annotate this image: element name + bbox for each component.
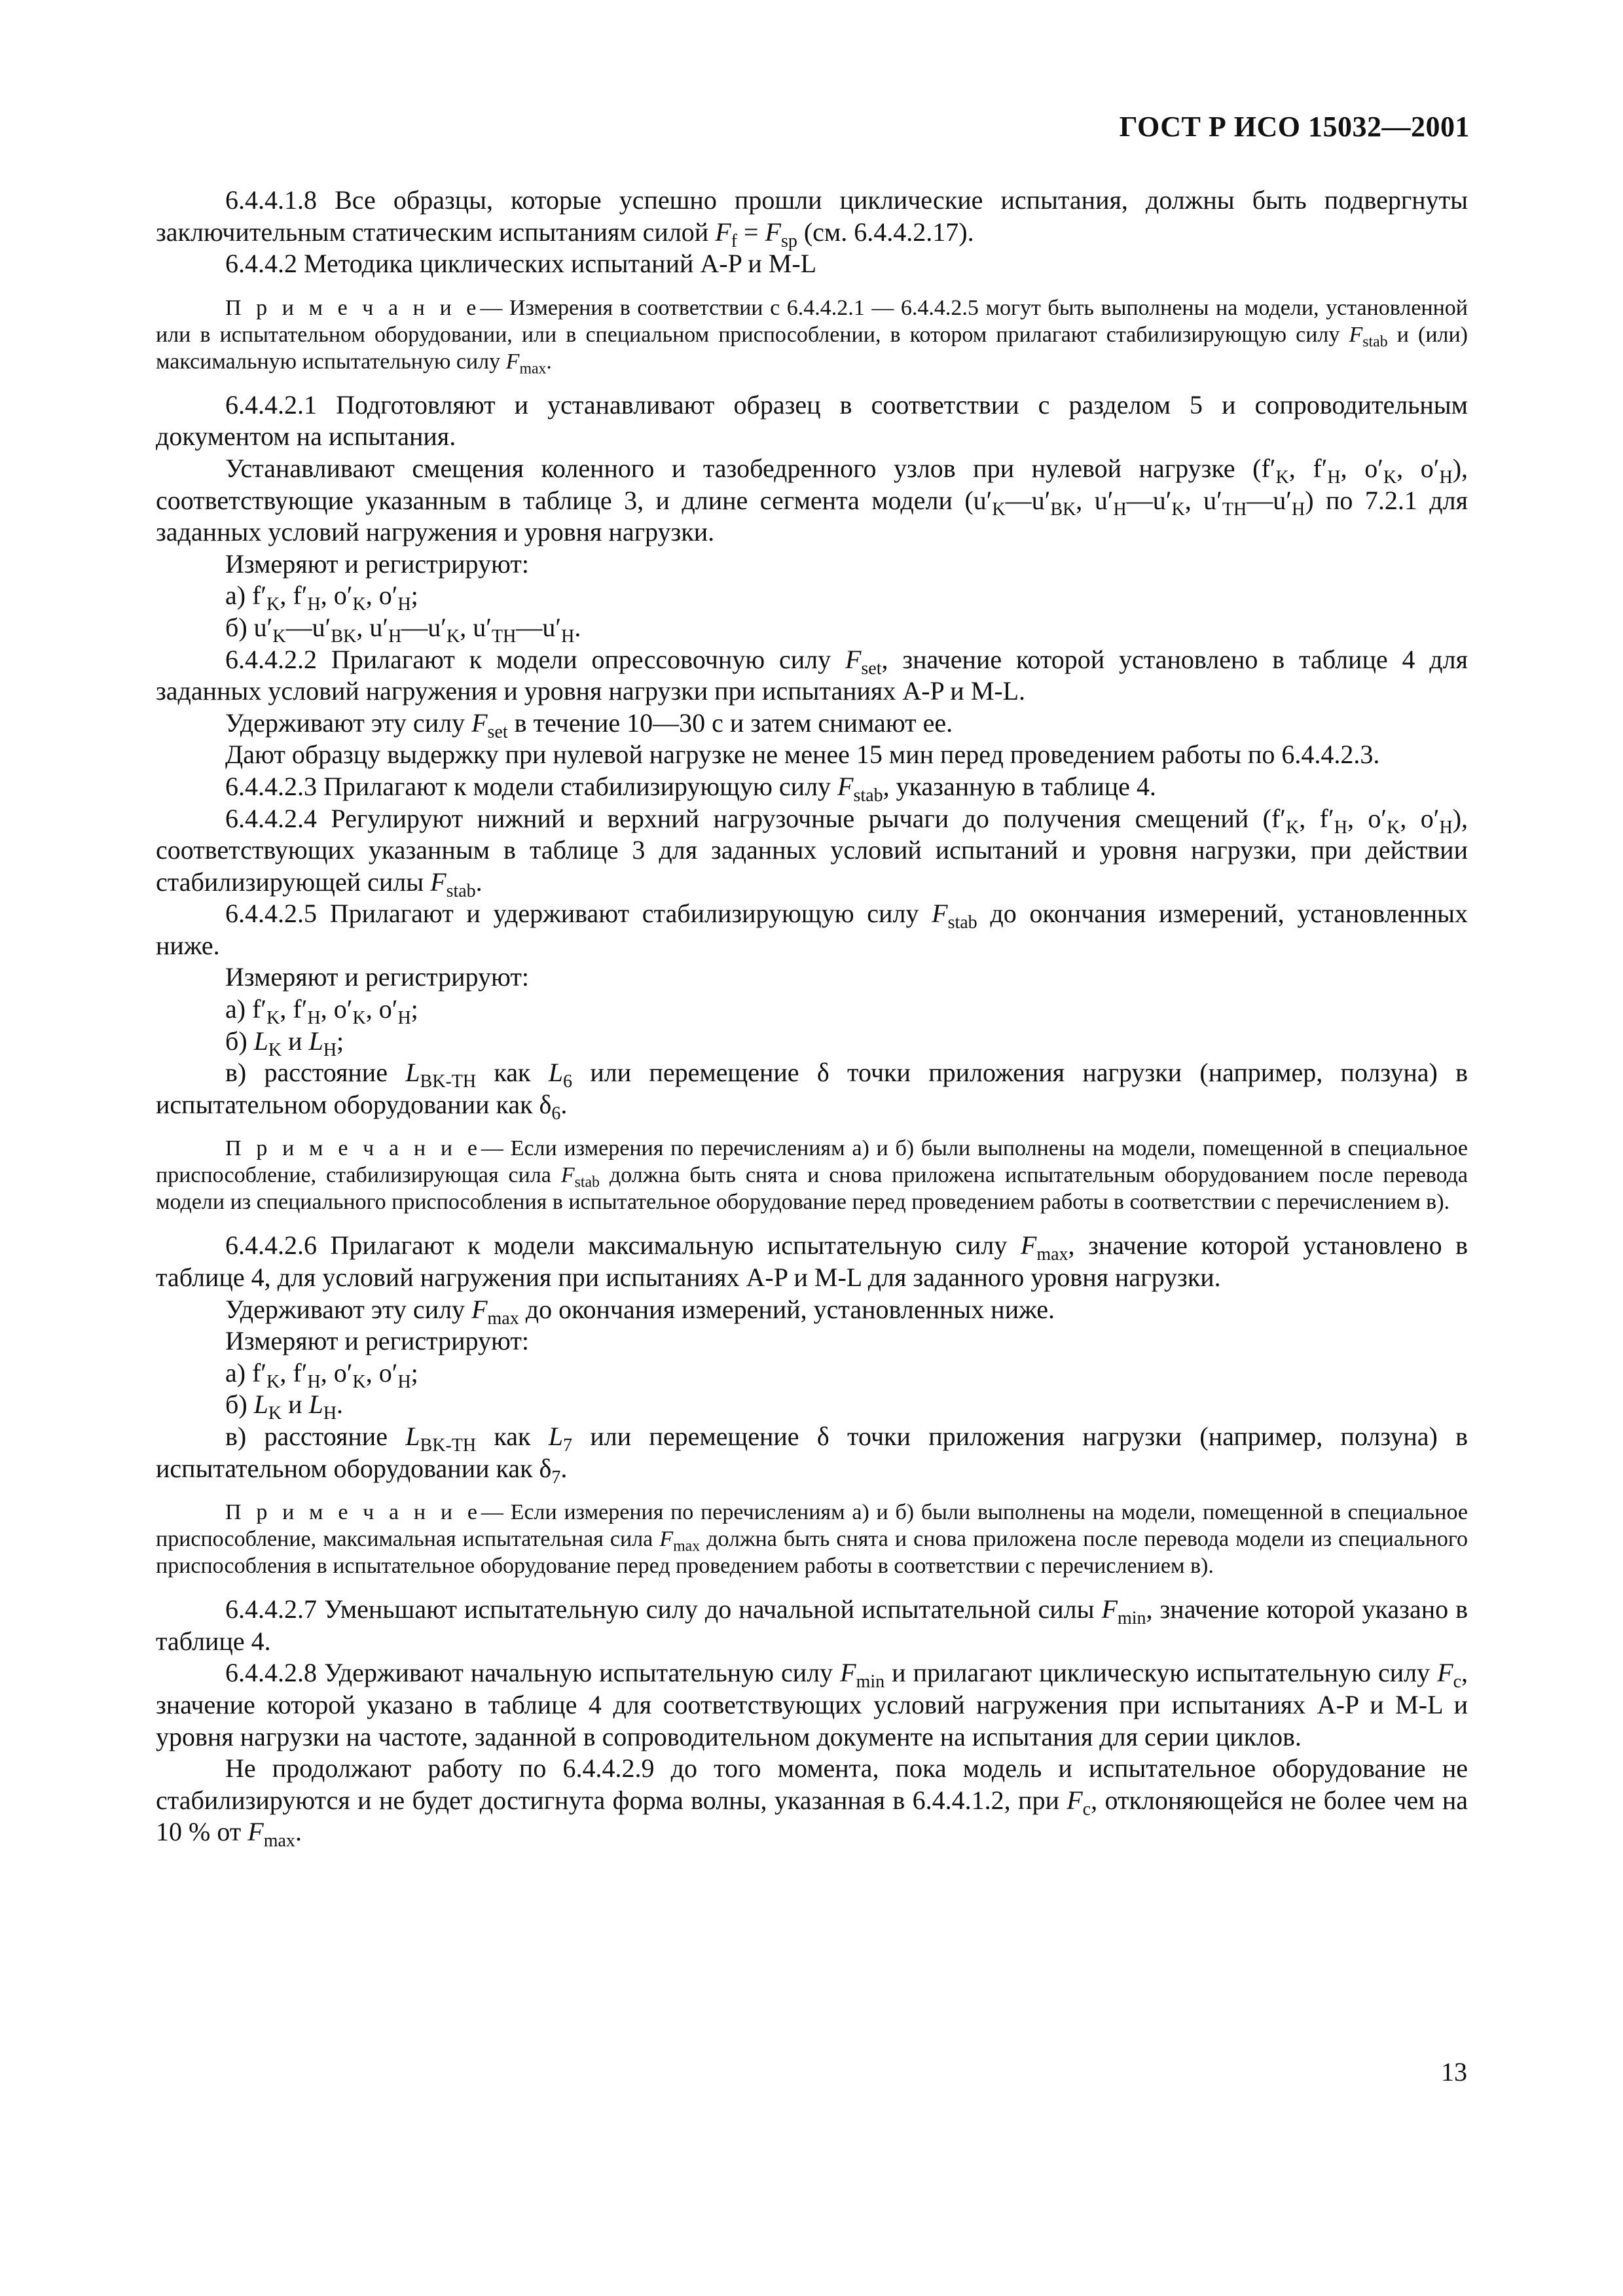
paragraph-6-4-4-2-5: 6.4.4.2.5 Прилагают и удерживают стабилизирующую силу $F_{stab}$ до окончания измерений, установленных ниже. (156, 899, 1468, 960)
paragraph-6-4-4-2-4: 6.4.4.2.4 Регулируют нижний и верхний нагрузочные рычаги до получения смещений ($f'_K$, $f'_H$, $o'_K$, $o'_H$), соответствующих указанным в таблице 3 для заданных условий испытаний и уровня нагрузки, при действии стабилизирующей силы $F_{stab}$. (156, 803, 1468, 901)
list-item-v-2: в) расстояние $L_{BK-TH}$ как $L_7$ или перемещение δ точки приложения нагрузки (например, ползуна) в испытательном оборудовании как $\delta_7$. (156, 1422, 1468, 1488)
paragraph-hold-fset: Удерживают эту силу $F_{set}$ в течение 10—30 с и затем снимают ее. (225, 708, 953, 742)
paragraph-displacements: Устанавливают смещения коленного и тазобедренного узлов при нулевой нагрузке ($f'_K$, $f'_H$, $o'_K$, $o'_H$), соответствующие указанным в таблице 3, и длине сегмента модели ($u'_K—u'_{BK}$, $u'_H—u'_K$, $u'_{TH}—u'_H$) по 7.2.1 для заданных условий нагружения и уровня нагрузки. (156, 453, 1468, 547)
note-label: П р и м е ч а н и е (225, 1500, 481, 1525)
page-number: 13 (1441, 2057, 1467, 2087)
page-content (156, 185, 1468, 1852)
measure-register-3: Измеряют и регистрируют: (225, 1326, 529, 1356)
paragraph-6-4-4-1-8: 6.4.4.1.8 Все образцы, которые успешно прошли циклические испытания, должны быть подвергнуты заключительным статическим испытаниям силой $F_f = F_{sp}$ (см. 6.4.4.2.17). (156, 185, 1468, 251)
list-item-b-3: б) $L_K$ и $L_H$. (225, 1390, 344, 1424)
list-item-v-1: в) расстояние $L_{BK-TH}$ как $L_6$ или перемещение δ точки приложения нагрузки (например, ползуна) в испытательном оборудовании как $\delta_6$. (156, 1058, 1468, 1124)
paragraph-6-4-4-2-7: 6.4.4.2.7 Уменьшают испытательную силу до начальной испытательной силы $F_{min}$, значение которой указано в таблице 4. (156, 1594, 1468, 1656)
paragraph-6-4-4-2-1: 6.4.4.2.1 Подготовляют и устанавливают образец в соответствии с разделом 5 и сопроводительным документом на испытания. (156, 389, 1468, 452)
paragraph-rest: Дают образцу выдержку при нулевой нагрузке не менее 15 мин перед проведением работы по 6.4.4.2.3. (225, 740, 1380, 770)
note-2: П р и м е ч а н и е— Если измерения по перечислениям а) и б) были выполнены на модели, помещенной в специальное приспособление, стабилизирующая сила $F_{stab}$ должна быть снята и снова приложена испытательным оборудованием после перевода модели из специального приспособления в испытательное оборудование перед проведением работы в соответствии с перечислением в). (156, 1136, 1468, 1215)
paragraph-6-4-4-2: 6.4.4.2 Методика циклических испытаний A-P и M-L (225, 249, 817, 279)
note-label: П р и м е ч а н и е (225, 295, 481, 320)
list-item-a-1: а) $f'_K$, $f'_H$, $o'_K$, $o'_H$; (225, 581, 418, 615)
paragraph-hold-fmax: Удерживают эту силу $F_{max}$ до окончания измерений, установленных ниже. (225, 1294, 1055, 1329)
note-1: П р и м е ч а н и е— Измерения в соответствии с 6.4.4.2.1 — 6.4.4.2.5 могут быть выполнены на модели, установленной или в испытательном оборудовании, или в специальном приспособлении, в котором прилагают стабилизирующую силу $F_{stab}$ и (или) максимальную испытательную силу $F_{max}$. (156, 295, 1468, 378)
list-item-a-2: а) $f'_K$, $f'_H$, $o'_K$, $o'_H$; (225, 994, 418, 1029)
note-label: П р и м е ч а н и е (225, 1136, 481, 1161)
paragraph-stabilize: Не продолжают работу по 6.4.4.2.9 до того момента, пока модель и испытательное оборудование не стабилизируются и не будет достигнута форма волны, указанная в 6.4.4.1.2, при $F_c$, отклоняющейся не более чем на 10 % от $F_{max}$. (156, 1753, 1468, 1852)
list-item-b-1: б) $u'_K—u'_{BK}$, $u'_H—u'_K$, $u'_{TH}—u'_H$. (225, 612, 581, 647)
measure-register-2: Измеряют и регистрируют: (225, 962, 529, 992)
list-item-b-2: б) $L_K$ и $L_H$; (225, 1026, 344, 1060)
list-item-a-3: а) $f'_K$, $f'_H$, $o'_K$, $o'_H$; (225, 1357, 418, 1392)
document-header: ГОСТ Р ИСО 15032—2001 (1119, 111, 1470, 143)
paragraph-6-4-4-2-2: 6.4.4.2.2 Прилагают к модели опрессовочную силу $F_{set}$, значение которой установлено в таблице 4 для заданных условий нагружения и уровня нагрузки при испытаниях A-P и M-L. (156, 644, 1468, 706)
paragraph-6-4-4-2-8: 6.4.4.2.8 Удерживают начальную испытательную силу $F_{min}$ и прилагают циклическую испытательную силу $F_c$, значение которой указано в таблице 4 для соответствующих условий нагружения при испытаниях A-P и M-L и уровня нагрузки на частоте, заданной в сопроводительном документе на испытания для серии циклов. (156, 1658, 1468, 1751)
paragraph-6-4-4-2-6: 6.4.4.2.6 Прилагают к модели максимальную испытательную силу $F_{max}$, значение которой установлено в таблице 4, для условий нагружения при испытаниях A-P и M-L для заданного уровня нагрузки. (156, 1230, 1468, 1293)
note-3: П р и м е ч а н и е— Если измерения по перечислениям а) и б) были выполнены на модели, помещенной в специальное приспособление, максимальная испытательная сила $F_{max}$ должна быть снята и снова приложена после перевода модели из специального приспособления в испытательное оборудование перед проведением работы в соответствии с перечислением в). (156, 1500, 1468, 1579)
paragraph-6-4-4-2-3: 6.4.4.2.3 Прилагают к модели стабилизирующую силу $F_{stab}$, указанную в таблице 4. (225, 771, 1156, 806)
measure-register-1: Измеряют и регистрируют: (225, 548, 529, 579)
